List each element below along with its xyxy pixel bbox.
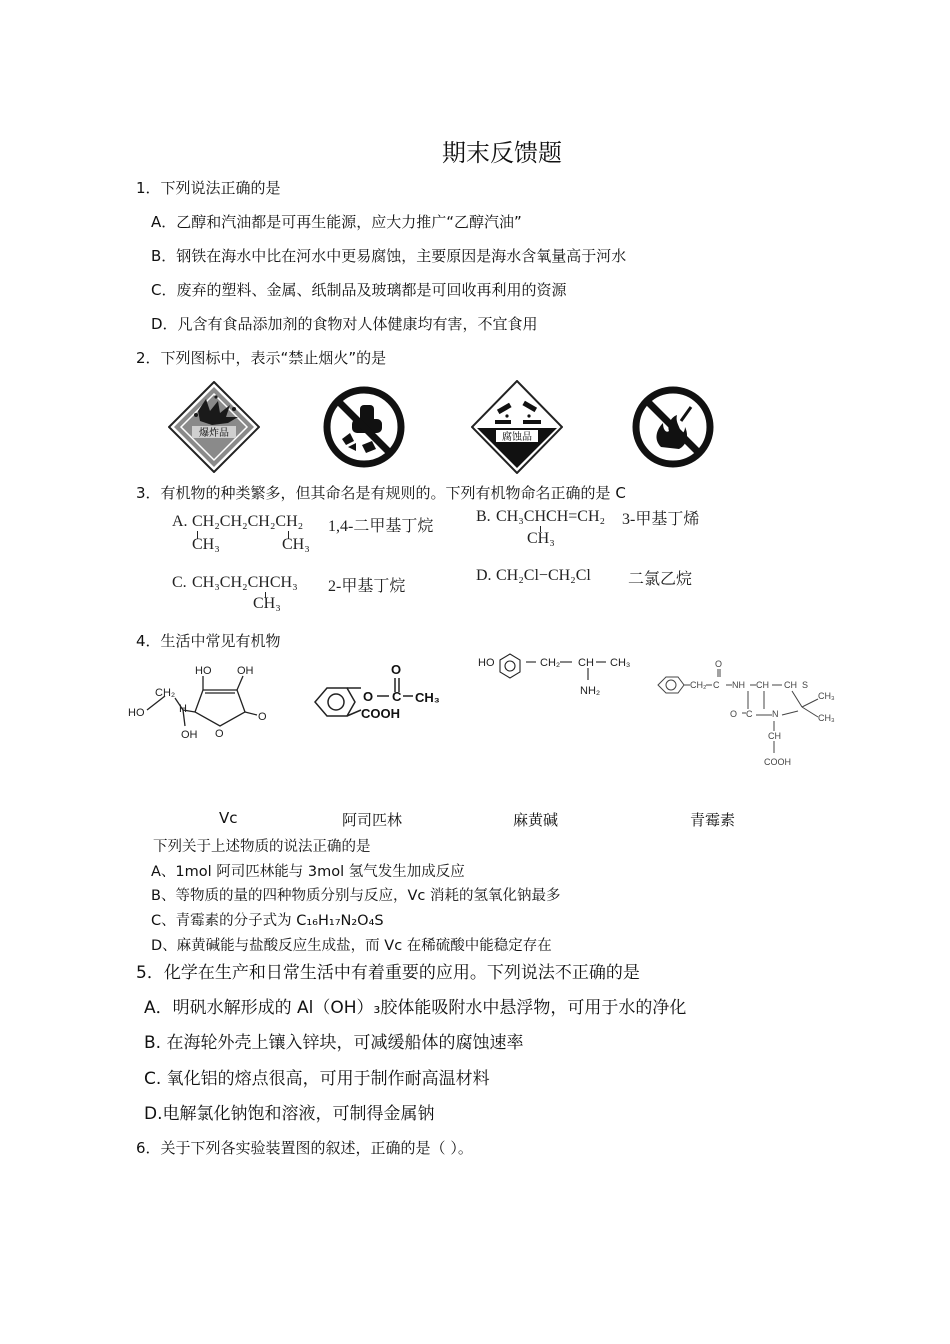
corrosive-sign-icon [471,380,563,474]
q5-option-a: A．明矾水解形成的 Al（OH）₃胶体能吸附水中悬浮物，可用于水的净化 [144,998,687,1018]
svg-text:O: O [363,689,374,704]
penicillin-structure-icon [652,655,842,770]
svg-text:CH₂: CH₂ [690,680,707,690]
corrosive-sign-label: 腐蚀品 [502,432,532,443]
svg-text:CH₂: CH₂ [540,657,561,669]
svg-text:H: H [179,703,187,715]
svg-text:O: O [391,662,402,677]
q1-option-b: B．钢铁在海水中比在河水中更易腐蚀，主要原因是海水含氧量高于河水 [151,247,627,265]
q4-stem: 4．生活中常见有机物 [136,632,281,650]
svg-text:NH₂: NH₂ [580,685,601,697]
q5-option-c: C. 氧化铝的熔点很高，可用于制作耐高温材料 [144,1069,490,1089]
q3-c-formula: CH₃CH₂CHCH₃ [192,574,298,591]
q3-a-sub2: CH₃ [282,536,310,553]
svg-text:N: N [772,709,779,719]
svg-text:NH: NH [732,680,745,690]
q3-b-formula: CH₃CHCH=CH₂ [496,508,606,525]
q3-c-sub: CH₃ [253,595,281,612]
q4-option-d: D、麻黄碱能与盐酸反应生成盐，而 Vc 在稀硫酸中能稳定存在 [151,938,552,954]
explosive-sign-label: 爆炸品 [199,428,229,439]
svg-text:CH: CH [578,657,594,669]
q3-b-sub: CH₃ [527,530,555,547]
svg-text:HO: HO [478,657,495,669]
svg-text:CH₃: CH₃ [818,713,835,723]
svg-text:CH: CH [756,680,769,690]
svg-text:OH: OH [181,729,198,741]
ephedrine-structure-icon [478,650,638,705]
svg-text:C: C [392,689,402,704]
svg-text:O: O [258,711,267,723]
q2-stem: 2．下列图标中，表示“禁止烟火”的是 [136,349,387,367]
svg-text:HO: HO [128,707,145,719]
svg-text:S: S [802,680,809,690]
q6-stem: 6．关于下列各实验装置图的叙述，正确的是（ ）。 [136,1139,473,1157]
q3-c-name: 2-甲基丁烷 [328,578,406,595]
q3-d-name: 二氯乙烷 [628,571,693,588]
svg-text:C: C [746,709,753,719]
caption-ephedrine: 麻黄碱 [513,811,559,829]
no-fire-sign-icon [631,385,715,469]
q4-sub-stem: 下列关于上述物质的说法正确的是 [153,839,371,855]
q3-stem: 3．有机物的种类繁多，但其命名是有规则的。下列有机物命名正确的是 C [136,484,626,502]
q3-d-formula: CH₂Cl−CH₂Cl [496,567,591,584]
svg-text:CH: CH [784,680,797,690]
q1-stem: 1．下列说法正确的是 [136,179,281,197]
caption-vc: Vc [219,809,238,827]
q4-option-a: A、1mol 阿司匹林能与 3mol 氢气发生加成反应 [151,864,465,880]
q4-option-c: C、青霉素的分子式为 C₁₆H₁₇N₂O₄S [151,913,384,929]
svg-text:CH: CH [768,731,781,741]
q5-option-d: D.电解氯化钠饱和溶液，可制得金属钠 [144,1104,435,1124]
svg-text:CH₃: CH₃ [415,690,440,705]
page-title: 期末反馈题 [442,139,562,167]
q1-option-d: D．凡含有食品添加剂的食物对人体健康均有害，不宜食用 [151,315,538,333]
prohibition-sign-1-icon [322,385,406,469]
caption-penicillin: 青霉素 [690,811,736,829]
svg-text:O: O [730,709,738,719]
svg-text:CH₂: CH₂ [155,687,176,699]
q3-a-name: 1,4-二甲基丁烷 [328,518,434,535]
q4-option-b: B、等物质的量的四种物质分别与反应，Vc 消耗的氢氧化钠最多 [151,888,561,904]
svg-text:O: O [715,659,723,669]
caption-aspirin: 阿司匹林 [342,811,403,829]
q1-option-c: C．废弃的塑料、金属、纸制品及玻璃都是可回收再利用的资源 [151,281,567,299]
q1-option-a: A．乙醇和汽油都是可再生能源，应大力推广“乙醇汽油” [151,213,522,231]
q3-b-label: B. [476,508,491,525]
svg-text:CH₃: CH₃ [610,657,631,669]
svg-text:COOH: COOH [764,757,791,767]
svg-text:OH: OH [237,665,254,677]
svg-text:CH₃: CH₃ [818,691,835,701]
svg-text:HO: HO [195,665,212,677]
q3-b-name: 3-甲基丁烯 [622,511,700,528]
explosive-sign-icon [168,381,260,473]
aspirin-structure-icon [305,660,450,735]
q5-stem: 5．化学在生产和日常生活中有着重要的应用。下列说法不正确的是 [136,963,640,983]
svg-text:COOH: COOH [361,706,400,721]
svg-text:C: C [713,680,720,690]
q3-c-label: C. [172,574,187,591]
q3-a-formula: CH₂CH₂CH₂CH₂ [192,513,304,530]
vitamin-c-structure-icon [125,660,275,745]
q5-option-b: B. 在海轮外壳上镶入锌块，可减缓船体的腐蚀速率 [144,1033,524,1053]
q3-a-sub1: CH₃ [192,536,220,553]
svg-text:O: O [215,728,224,740]
q3-d-label: D. [476,567,492,584]
q3-a-label: A. [172,513,188,530]
